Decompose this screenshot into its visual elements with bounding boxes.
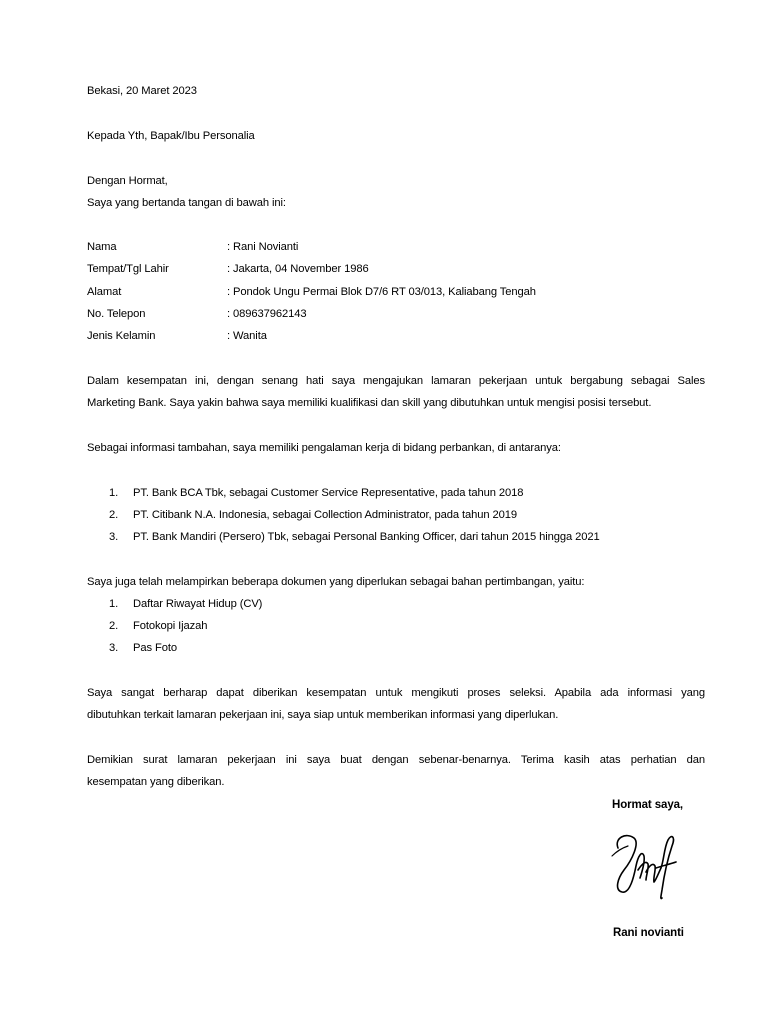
list-item-number: 1.: [109, 487, 119, 499]
field-value-gender: : Wanita: [227, 330, 267, 342]
signer-name: Rani novianti: [613, 927, 684, 939]
place-date: Bekasi, 20 Maret 2023: [87, 85, 197, 97]
signature-image: [604, 826, 684, 901]
field-value-birth: : Jakarta, 04 November 1986: [227, 263, 369, 275]
list-item-number: 3.: [109, 531, 119, 543]
field-value-phone: : 089637962143: [227, 308, 307, 320]
field-label-gender: Jenis Kelamin: [87, 330, 156, 342]
paragraph-1-line-1: Dalam kesempatan ini, dengan senang hati saya mengajukan lamaran pekerjaan untuk bergabung sebagai Sales: [87, 375, 705, 387]
list-item: PT. Bank Mandiri (Persero) Tbk, sebagai Personal Banking Officer, dari tahun 2015 hingga 2021: [133, 531, 600, 543]
intro-text: Saya yang bertanda tangan di bawah ini:: [87, 197, 286, 209]
list-item: PT. Bank BCA Tbk, sebagai Customer Service Representative, pada tahun 2018: [133, 487, 524, 499]
list-item: Daftar Riwayat Hidup (CV): [133, 598, 263, 610]
list-item: Pas Foto: [133, 642, 177, 654]
field-label-birth: Tempat/Tgl Lahir: [87, 263, 169, 275]
list-item-number: 2.: [109, 620, 119, 632]
paragraph-1-line-2: Marketing Bank. Saya yakin bahwa saya memiliki kualifikasi dan skill yang dibutuhkan untuk mengisi posisi tersebut.: [87, 397, 652, 409]
greeting: Dengan Hormat,: [87, 175, 168, 187]
list-item-number: 2.: [109, 509, 119, 521]
paragraph-2-line-2: dibutuhkan terkait lamaran pekerjaan ini, saya siap untuk memberikan informasi yang diperlukan.: [87, 709, 559, 721]
documents-intro: Saya juga telah melampirkan beberapa dokumen yang diperlukan sebagai bahan pertimbangan, yaitu:: [87, 576, 585, 588]
paragraph-3-line-2: kesempatan yang diberikan.: [87, 776, 225, 788]
recipient: Kepada Yth, Bapak/Ibu Personalia: [87, 130, 255, 142]
field-value-name: : Rani Novianti: [227, 241, 299, 253]
list-item: Fotokopi Ijazah: [133, 620, 208, 632]
field-label-name: Nama: [87, 241, 117, 253]
paragraph-3-line-1: Demikian surat lamaran pekerjaan ini saya buat dengan sebenar-benarnya. Terima kasih atas perhatian dan: [87, 754, 705, 766]
closing-salutation: Hormat saya,: [612, 799, 684, 811]
list-item: PT. Citibank N.A. Indonesia, sebagai Collection Administrator, pada tahun 2019: [133, 509, 518, 521]
list-item-number: 3.: [109, 642, 119, 654]
field-label-address: Alamat: [87, 286, 122, 298]
paragraph-2-line-1: Saya sangat berharap dapat diberikan kesempatan untuk mengikuti proses seleksi. Apabila ada informasi yang: [87, 687, 705, 699]
list-item-number: 1.: [109, 598, 119, 610]
field-label-phone: No. Telepon: [87, 308, 146, 320]
experience-intro: Sebagai informasi tambahan, saya memiliki pengalaman kerja di bidang perbankan, di antaranya:: [87, 442, 561, 454]
field-value-address: : Pondok Ungu Permai Blok D7/6 RT 03/013, Kaliabang Tengah: [227, 286, 536, 298]
